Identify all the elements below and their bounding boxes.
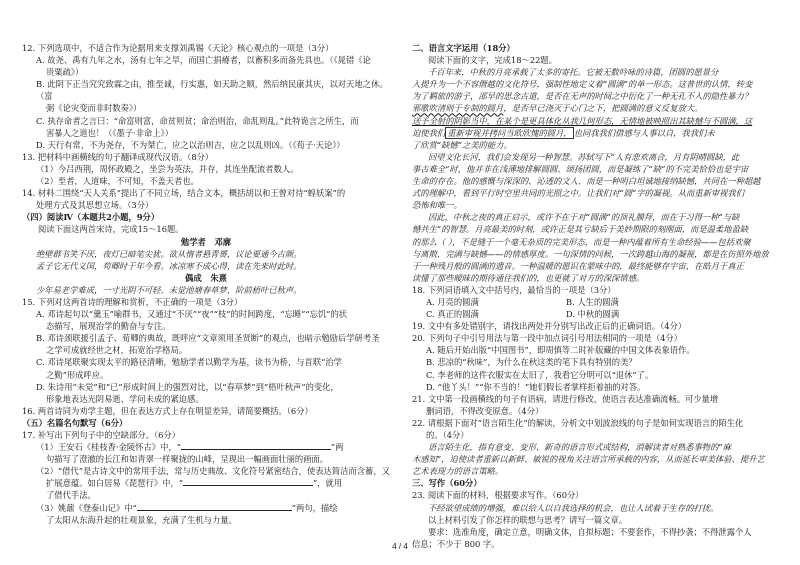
q20-option-c: C. 李老师的这件衣服实在太旧了，我看它分明可以“退休”了。 <box>426 369 654 380</box>
passage-line <box>412 102 782 114</box>
q19-stem: 19. 文中有多处错别字，请找出两处并分别写出改正后的正确词语。（4分） <box>412 321 687 332</box>
q12-option-a: A. 故尧、禹有九年之水，汤有七年之旱，而国亡捐瘠者，以畜积多而备先具也。（《晁错《论 <box>36 55 371 66</box>
q18-options-row-2 <box>412 308 782 320</box>
passage-line: 事古难全”时，他并非在浅薄地排解圆圆、颂扬团圆，而是凝练了“缺”的不完美恰恰也是宇宙 <box>412 163 749 174</box>
poem-2-author: 朱熹 <box>210 272 227 283</box>
q17-item-2-text: 扩展意蕴。如白居易《琵琶行》中，“ <box>46 478 183 489</box>
q17-item-1-end: ”两 <box>330 442 344 453</box>
underlined-sentence: 送予全射的阴影当中，在某个是更具体化从我几何形态，无情地被映照出其缺憾与不圆满，这 <box>412 115 753 126</box>
passage-text: 也同我我们借感与人事以自，我我们未 <box>573 127 715 138</box>
passage-line: 因此，中秋之夜的真正启示，或许不在于对“圆满”的顶礼膜拜，而在于习得一种“与缺 <box>428 212 740 223</box>
section-3-title: 三、写作（60分） <box>412 478 482 489</box>
section-5-title: （五）名篇名句默写（6分） <box>22 417 128 428</box>
q15-option-b-cont: 之学可成就经世之材，拓宽治学格局。 <box>46 345 188 356</box>
q17-item-2-cont <box>22 477 390 489</box>
q20-stem: 20. 下列句子中引号用法与第一段中加点词引号用法相同的一项是（4分） <box>412 333 683 344</box>
q12-option-b-cont: 弼《论灾变而非时数奏》） <box>46 103 142 114</box>
poem-1-line-2: 孟子它无代义国，苟卿时于年今看。冰凉寒不成心得，读在先来时此时。 <box>36 260 302 271</box>
poem-2-heading <box>22 272 390 284</box>
q18-option-c: C. 真正的圆满 <box>426 309 479 320</box>
poem-2-line-1: 少年易老学难成，一寸光阴不可轻。未觉池塘春草梦，阶前梧叶已秋声。 <box>36 284 302 295</box>
q17-item-2-tail: 了借代手法。 <box>46 490 96 501</box>
passage-line: 回望文化长河，我们会发现另一种智慧。苏轼写下“人有悲欢离合，月有阴晴圆缺，此 <box>428 151 740 162</box>
q20-option-a: A. 随后开始出版“中国图书”，即周慎等二时补版藏的中国文体表象语作。 <box>426 345 695 356</box>
q21-stem: 21. 文中第一段画横线的句子有语病，请进行修改，使语言表达准确流畅。可少量增 <box>412 393 719 404</box>
q12-option-d: D. 天行有常，不为尧存，不为桀亡，应之以治则吉，应之以乱则凶。（《荀子·天论》） <box>36 139 345 150</box>
passage-line: 生命的存在。他的感慨与深深的、沁透的文人、而是一种明白坦诚地接纳缺憾，共同在一种超越 <box>412 176 761 187</box>
poem-1-title: 勉学者 <box>180 236 206 247</box>
q17-item-1 <box>22 441 390 453</box>
q18-options-row-1 <box>412 296 782 308</box>
q15-option-c: C. 邓诗尾联聚实现太平的路径清晰，勉励学者以勤学为基，读书为桥，与首联“治学 <box>36 357 342 368</box>
q12-option-b: B. 此阴下正当究究致霖之由，推至诚，行实惠，如天助之顺，然后纳民康其庆，以对天地之休。（富 <box>36 79 388 102</box>
page-number: 4 / 4 <box>392 542 408 551</box>
passage-line: 恐怖和唯一。 <box>412 200 462 211</box>
q13-stem: 13. 把材料中画横线的句子翻译成现代汉语。（8分） <box>22 151 214 162</box>
section-4-intro: 阅读下面这两首宋诗，完成15～16题。 <box>38 224 184 235</box>
passage-line: 憾共生”的智慧。月亮最美的时刻，或许正是其亏缺后于美妙期限的刻刚面，而是温柔地盈缺 <box>412 224 749 235</box>
q23-material: 不经欲望成绩的增强，难以给人以自我选择的机会，也让人试着于生存的打扰。 <box>428 502 719 513</box>
q17-item-2: （2）“借代”是古诗文中的常用手法，常与历史典故、文化符号紧密结合，使表达简洁而含蓄，又 <box>36 466 390 477</box>
q15-stem: 15. 下列对这两首诗的理解和赏析，不正确的一项是（3分） <box>22 296 243 307</box>
section-4-title: （四）阅读Ⅳ（本题共2小题，9分） <box>22 212 160 223</box>
q23-stem: 23. 阅读下面的材料，根据要求写作。（60分） <box>412 490 584 501</box>
q12-option-c-cont: 害暴人之道也！（《墨子·非命上》） <box>46 127 174 138</box>
q13-item-2: （2）至者，人道味，不可知，不盖天者也。 <box>36 176 199 187</box>
passage-line: 为了羁旅的游子，邵早的思念古道，是否在无声的时间之中衍化了一种无孔不入的隐性暴力？ <box>412 91 753 102</box>
passage-line: 入提升为一个不容僭越的文化符号，强制性地定义着“圆满”的单一形态。这普世的认情，转变 <box>412 79 753 90</box>
passage-line <box>412 127 782 139</box>
q22-definition-cont: 木感知”，迫使读者重新以新鲜、敏锐的视角关注语言所承载的内容，从而延长审美体验、提升艺 <box>412 454 765 465</box>
q21-stem-cont: 删词语，不得改变原意。（4分） <box>426 405 544 416</box>
passage-line: 与离散、完满与缺憾——的情感厚度。一句深情的问候，一次跨越山海的凝视，都是在仿照外地放 <box>412 248 769 259</box>
q17-item-3-end: ”两句，描绘 <box>291 502 338 513</box>
q12-option-c: C. 执存命者之言曰：“命富则富，命贫则贫；命治则治，命乱则乱。”此特诡言之所生，而 <box>36 115 359 126</box>
q17-item-1-text: （1）王安石《桂枝香·金陵怀古》中，“ <box>36 442 181 453</box>
q23-prompt: 以上材料引发了你怎样的联想与思考？请写一篇文章。 <box>428 514 628 525</box>
q18-option-d: D. 中秋的圆满 <box>566 309 620 320</box>
answer-blank[interactable] <box>181 441 331 450</box>
passage-line: 千百年来，中秋的月亮承载了太多的寄托。它被无数吟咏的诗篇，团圆的愿景分 <box>428 67 719 78</box>
q23-requirements: 要求：选准角度，确定立意，明确文体，自拟标题；不要套作，不得抄袭；不得泄露个人 <box>428 526 752 537</box>
q14-stem: 14. 材料二围绕“天人关系”提出了不同立场，结合文本，概括胡以和王曾对待“蝗妖案”的 <box>22 188 346 199</box>
answer-blank[interactable] <box>183 477 313 486</box>
q12-stem: 12. 下列选项中，不适合作为论据用来支撑刘禹锡《天论》核心观点的一项是（3分） <box>22 43 334 53</box>
q14-stem-cont: 处理方式及其思想立场。（3分） <box>36 200 154 211</box>
q18-stem: 18. 下列词语填入文中括号内，最恰当的一项是（3分） <box>412 284 616 295</box>
passage-text: ，是否早已浇灭于心门之下，把圆满的意义反复放大。 <box>503 103 703 114</box>
passage-line: 式的理解中，看到平行时空里共同的光照之中。让我们对“圆”字的凝视。从而重新审视我们 <box>412 188 745 199</box>
q20-option-d: D. “他丫头！”“你不当的！”她们假长者掌样拒着抽的对答。 <box>426 381 646 392</box>
q16-stem: 16. 两首诗同为劝学主题，但在表达方式上存在明显差异，请简要概括。（6分） <box>22 405 313 416</box>
passage-line: 了欣赏“缺憾”之美的能力。 <box>412 139 512 150</box>
q20-option-b: B. 悲凉的“秋味”，为什么在秋这类的笔下具有特别的美？ <box>426 357 637 368</box>
q18-option-a: A. 月亮的圆满 <box>426 296 479 307</box>
poem-1-author: 邓廓 <box>214 236 232 247</box>
q17-item-3-text: （3）姚鼐《登泰山记》中“ <box>36 502 137 513</box>
q15-option-d-cont: 形象地表达光阴易逝、学问未成的紧迫感。 <box>46 393 204 404</box>
q15-option-c-cont: 之勤”形成呼应。 <box>46 369 109 380</box>
right-column <box>412 42 782 550</box>
q17-item-1-cont: 句描写了澄澈的长江和如青翠一样聚拢的山峰，呈现出一幅画面壮丽的画面。 <box>46 454 329 465</box>
answer-blank[interactable] <box>137 502 292 511</box>
passage-line: 读懂了那些暧昧的期待通往我们的，也更就了对方的深深情感。 <box>412 272 645 283</box>
q17-item-2-end: ”，就用 <box>313 478 343 489</box>
poem-1-line-1: 绝壁群书笑不厌，夜灯已暗笔尖犹。欲从惰者悬青赟，议论要通今古颜。 <box>36 248 302 259</box>
q23-requirements-cont: 信息；不少于 800 字。 <box>412 538 500 549</box>
q22-stem-cont: 的。（4分） <box>426 430 469 440</box>
q17-item-3 <box>22 502 390 514</box>
q17-stem: 17. 补写出下列句子中的空缺部分。（6分） <box>22 430 181 440</box>
passage-line: 的那么（ ），不是缝于一个毫无杂质的完美形态，而是一种内蕴着所有生命经验——包括欢聚 <box>412 236 751 247</box>
section-2-title: 二、语言文字运用（18分） <box>412 43 515 53</box>
poem-1-heading <box>22 236 390 248</box>
q15-option-d: D. 朱诗用“未觉”和“已”形成时间上的强烈对比，以“春草梦”到“梧叶秋声”的变化， <box>36 381 339 392</box>
q22-definition-end: 艺术表现力的语言策略。 <box>412 466 504 477</box>
q18-option-b: B. 人生的圆满 <box>566 296 619 307</box>
boxed-text: 重新审视并拷问当欧欣愧的圆月， <box>447 127 572 138</box>
section-2-intro: 阅读下面的文字，完成18～22题。 <box>428 55 557 66</box>
left-column <box>22 42 390 526</box>
passage-line: 于一种残月般的圆满的遗音。一种温暖的愿识在蒙味中的，最终能够存宇宙，在皓月于真正 <box>412 260 744 271</box>
q13-item-1: （1）今吕西荆，周怀政殿之，坐尝为英法，并存，其连坐配流者数人。 <box>36 163 299 174</box>
q22-stem: 22. 请根据下面对“语言陌生化”的解读，分析文中划波浪线的句子是如何实现语言的陌生化 <box>412 417 744 428</box>
q15-option-a-cont: 态描写，展现治学的勤奋与专注。 <box>46 321 171 332</box>
wavy-underlined-sentence: 邪歌吹清则于专制的圆月 <box>412 103 504 114</box>
q15-option-a: A. 邓诗起句以“羹玉”喻群书，又通过“不厌”“夜”“枝”的时间跨度，“忘睡”“忘饥”的状 <box>36 309 348 320</box>
q15-option-b: B. 邓诗颈联援引孟子、荀卿的典故，既呼应“文章须用圣贤断”的观点，也暗示勉励后学研考圣 <box>36 333 380 344</box>
q22-definition: 语言陌生化，指有意变、变形、新奇的语言形式或结构，消解读者对熟悉事物的“麻 <box>428 442 731 453</box>
passage-text: 迫使我们 <box>412 127 446 138</box>
q17-item-3-cont: 了太阳从东海升起的壮观景象，充满了生机与力量。 <box>46 514 237 525</box>
q12-option-a-cont: 贵粟疏》） <box>46 67 84 78</box>
poem-2-title: 偶成 <box>185 272 202 283</box>
